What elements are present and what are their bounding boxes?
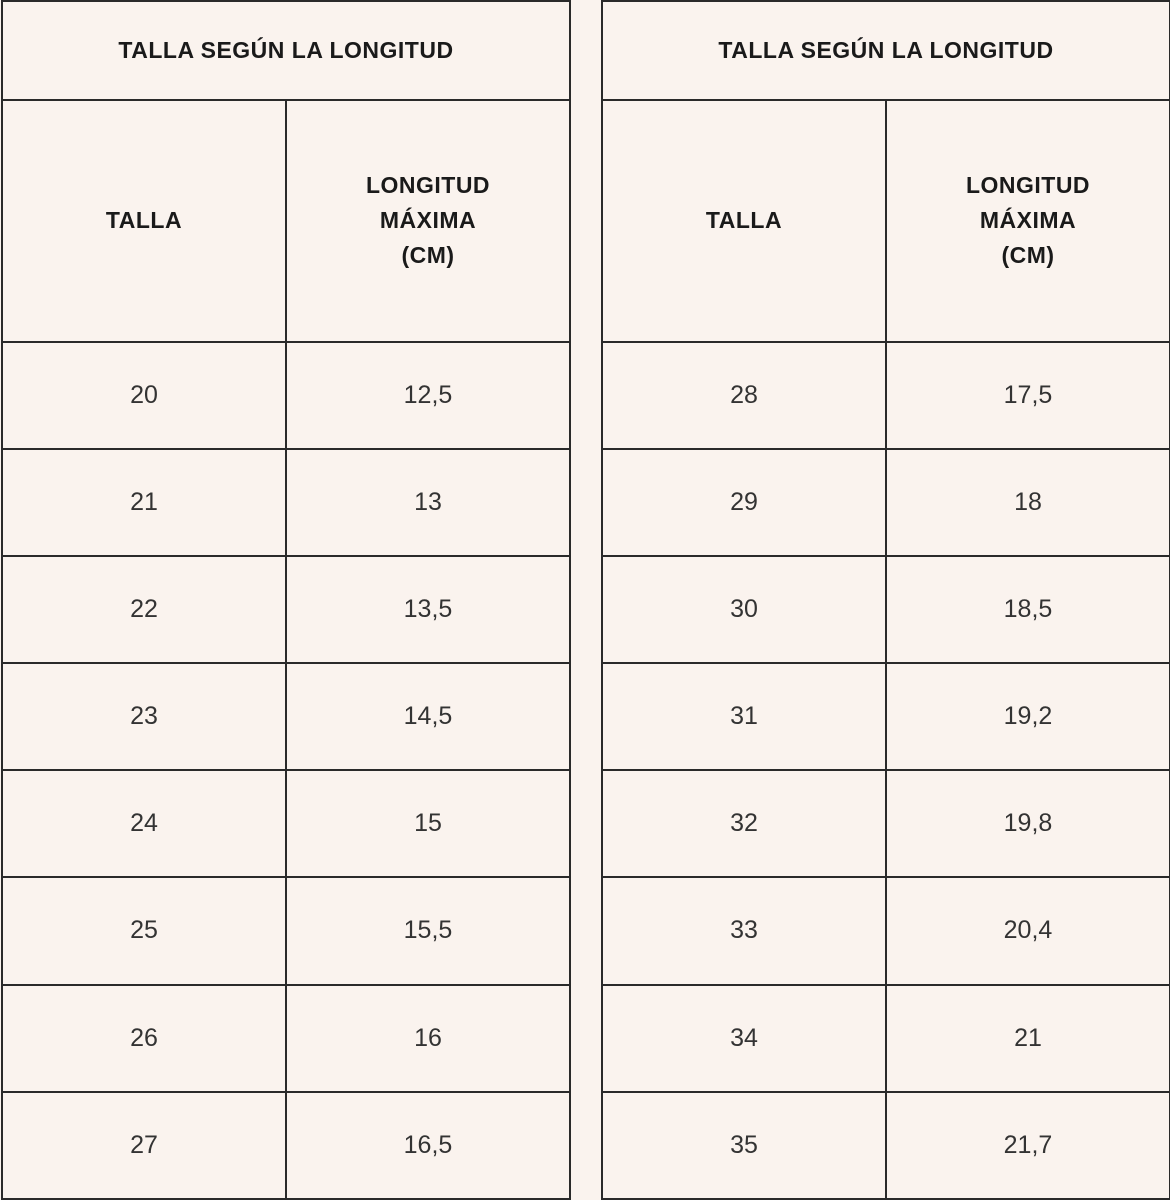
length-value: 12,5: [286, 342, 570, 449]
table-row: [602, 449, 1170, 556]
size-value: 29: [602, 449, 886, 556]
header-length-line: MÁXIMA: [979, 207, 1077, 234]
size-table-right: [601, 0, 1170, 1200]
length-value: 17,5: [886, 342, 1170, 449]
size-value: 35: [602, 1092, 886, 1199]
length-value: 13,5: [286, 556, 570, 663]
size-value: 23: [2, 663, 286, 770]
length-value: 19,2: [886, 663, 1170, 770]
size-value: 22: [2, 556, 286, 663]
length-value: 20,4: [886, 877, 1170, 984]
size-table-left: [1, 0, 571, 1200]
header-length-line: (CM): [401, 242, 455, 269]
length-value: 19,8: [886, 770, 1170, 877]
length-value: 16,5: [286, 1092, 570, 1199]
table-row: [602, 1092, 1170, 1199]
size-value: 34: [602, 985, 886, 1092]
table-row: [602, 877, 1170, 984]
table-header-row: [2, 100, 570, 341]
table-row: [602, 985, 1170, 1092]
table-row: [2, 556, 570, 663]
table-title-row: [2, 1, 570, 100]
table-header-row: [602, 100, 1170, 341]
header-length-line: LONGITUD: [965, 172, 1091, 199]
length-value: 15: [286, 770, 570, 877]
table-row: [2, 877, 570, 984]
length-value: 16: [286, 985, 570, 1092]
table-title-row: [602, 1, 1170, 100]
table-row: [2, 985, 570, 1092]
size-value: 21: [2, 449, 286, 556]
size-value: 33: [602, 877, 886, 984]
table-row: [2, 1092, 570, 1199]
table-row: [602, 770, 1170, 877]
size-value: 26: [2, 985, 286, 1092]
table-row: [2, 449, 570, 556]
header-length-line: MÁXIMA: [379, 207, 477, 234]
table-row: [2, 342, 570, 449]
header-size: TALLA: [2, 100, 286, 341]
size-value: 32: [602, 770, 886, 877]
table-row: [2, 663, 570, 770]
header-size: TALLA: [602, 100, 886, 341]
header-length: [286, 100, 570, 341]
table-row: [602, 342, 1170, 449]
size-value: 25: [2, 877, 286, 984]
header-length-line: LONGITUD: [365, 172, 491, 199]
table-title: TALLA SEGÚN LA LONGITUD: [602, 1, 1170, 100]
length-value: 14,5: [286, 663, 570, 770]
table-row: [2, 770, 570, 877]
size-value: 28: [602, 342, 886, 449]
length-value: 18: [886, 449, 1170, 556]
header-length: [886, 100, 1170, 341]
length-value: 18,5: [886, 556, 1170, 663]
size-value: 31: [602, 663, 886, 770]
size-value: 27: [2, 1092, 286, 1199]
table-row: [602, 556, 1170, 663]
table-row: [602, 663, 1170, 770]
length-value: 21: [886, 985, 1170, 1092]
length-value: 15,5: [286, 877, 570, 984]
size-value: 30: [602, 556, 886, 663]
length-value: 21,7: [886, 1092, 1170, 1199]
header-length-line: (CM): [1001, 242, 1055, 269]
table-title: TALLA SEGÚN LA LONGITUD: [2, 1, 570, 100]
size-value: 24: [2, 770, 286, 877]
length-value: 13: [286, 449, 570, 556]
size-value: 20: [2, 342, 286, 449]
